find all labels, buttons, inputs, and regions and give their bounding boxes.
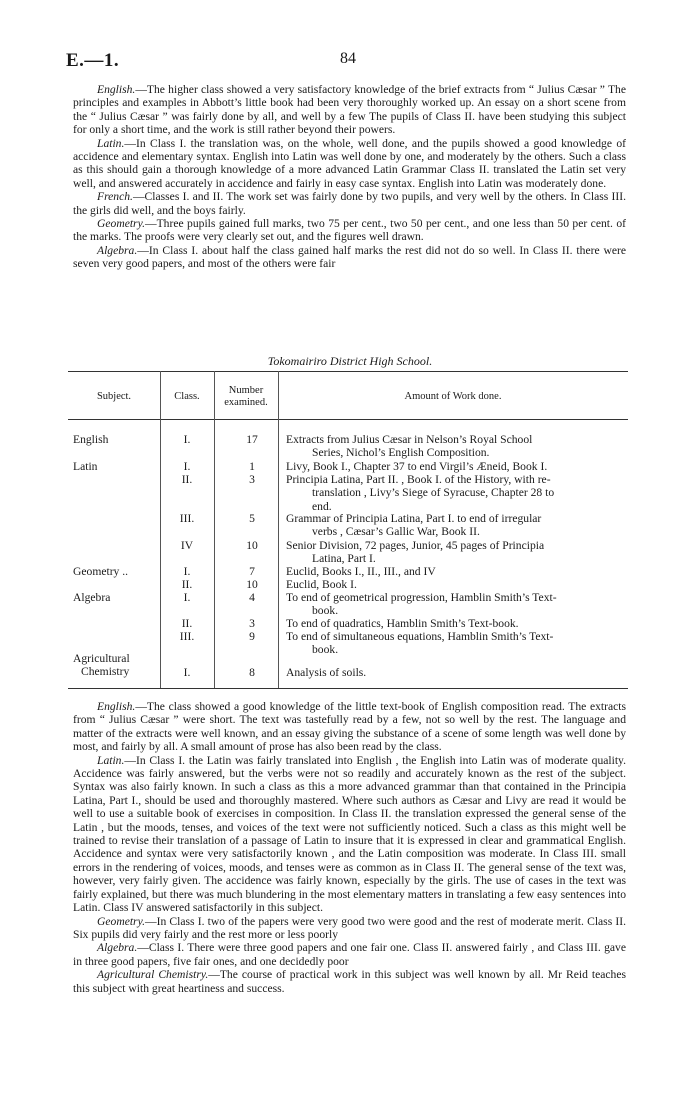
work-line: To end of geometrical progression, Hamblin Smith’s Text- (286, 591, 557, 604)
document-id: E.—1. (66, 50, 120, 71)
row-number: 8 (249, 666, 255, 679)
paragraph-label: Latin. (97, 136, 125, 150)
row-class: I. (183, 460, 191, 473)
header-subject: Subject. (96, 391, 132, 402)
row-work (286, 666, 626, 679)
paragraph-geometry (73, 915, 626, 942)
row-class: II. (181, 617, 193, 630)
work-line: Euclid, Books I., II., III., and IV (286, 565, 436, 578)
row-class: III. (179, 512, 195, 525)
header-number (214, 385, 278, 409)
paragraph-text: —The course of practical work in this subject was well known by all. Mr Reid teaches this subject with great heartiness and success. (73, 968, 626, 995)
row-work (286, 578, 626, 591)
report-section-1 (73, 83, 626, 271)
row-subject: Geometry .. (73, 565, 129, 578)
work-line: Senior Division, 72 pages, Junior, 45 pages of Principia (286, 539, 545, 552)
paragraph-label: Geometry. (97, 217, 145, 231)
work-line: Euclid, Book I. (286, 578, 357, 591)
column-divider (278, 371, 279, 688)
header-number-line2: examined. (224, 397, 268, 408)
row-number: 3 (249, 617, 255, 630)
paragraph-latin (73, 754, 626, 915)
row-number: 10 (246, 578, 258, 591)
paragraph-latin (73, 137, 626, 191)
work-line: verbs , Cæsar’s Gallic War, Book II. (312, 525, 480, 539)
paragraph-text: —In Class I. about half the class gained half marks the rest did not do so well. In Class II. there were seven very good papers, and most of the others were fair (73, 243, 626, 271)
paragraph-label: Agricultural Chemistry. (97, 968, 209, 982)
row-number: 5 (249, 512, 255, 525)
row-work (286, 473, 626, 513)
row-number: 3 (249, 473, 255, 486)
table-title: Tokomairiro District High School. (267, 354, 433, 368)
row-work (286, 512, 626, 539)
work-line: Extracts from Julius Cæsar in Nelson’s Royal School (286, 433, 533, 446)
row-work (286, 539, 626, 566)
row-class: I. (183, 591, 191, 604)
report-section-2 (73, 700, 626, 995)
paragraph-label: Algebra. (97, 941, 138, 955)
paragraph-label: English. (97, 83, 136, 96)
subject-line: Agricultural (73, 652, 130, 665)
row-number: 1 (249, 460, 255, 473)
row-number: 10 (246, 539, 258, 552)
paragraph-algebra (73, 941, 626, 968)
paragraph-label: Geometry. (97, 914, 145, 928)
paragraph-label: English. (97, 700, 136, 713)
paragraph-label: Latin. (97, 753, 125, 767)
paragraph-text: —In Class I. two of the papers were very good two were good and the rest of moderate merit. Class II. Six pupils did very fairly and the rest more or less poorly (73, 914, 626, 941)
paragraph-english (73, 83, 626, 137)
paragraph-agricultural-chemistry (73, 968, 626, 995)
column-divider (214, 371, 215, 688)
page-number: 84 (340, 50, 356, 67)
page-header (66, 50, 630, 72)
work-line: translation , Livy’s Siege of Syracuse, Chapter 28 to (312, 486, 555, 500)
row-number: 17 (246, 433, 258, 446)
row-work (286, 591, 626, 618)
row-class: I. (183, 433, 191, 446)
row-subject: Algebra (73, 591, 111, 604)
row-work (286, 460, 626, 473)
header-work: Amount of Work done. (404, 391, 502, 402)
work-line: Livy, Book I., Chapter 37 to end Virgil’s Æneid, Book I. (286, 460, 548, 473)
paragraph-label: Algebra. (97, 243, 138, 257)
work-line: To end of simultaneous equations, Hamblin Smith’s Text- (286, 630, 554, 643)
work-line: Series, Nichol’s English Composition. (312, 446, 490, 460)
paragraph-text: —The higher class showed a very satisfactory knowledge of the brief extracts from “ Julius Cæsar ” The principles and examples in Abbott’s little book had been very thoroughly worked up. An essay on a short scene from the “ Julius Cæsar ” was fairly done by all, and well by a few The pupils of Class II. have been studying this subject for only a short time, and the work is still rather beyond their powers. (73, 83, 626, 137)
header-number-line1: Number (228, 385, 264, 396)
paragraph-text: —In Class I. the translation was, on the whole, well done, and the pupils showed a good knowledge of accidence and elementary syntax. English into Latin was well done by one, and moderately by the others. Such a class as this should gain a thorough knowledge of a more advanced Latin Grammar Class II. translated the Latin set very well, and answered accurately in accidence and fairly in easy case syntax. English into Latin was moderately done. (73, 136, 626, 190)
paragraph-text: —Classes I. and II. The work set was fairly done by two pupils, and very well by the others. In Class III. the girls did well, and the boys fairly. (73, 190, 626, 217)
row-work (286, 630, 626, 657)
table-rule-bottom (68, 688, 628, 689)
work-line: Grammar of Principia Latina, Part I. to end of irregular (286, 512, 542, 525)
paragraph-label: French. (97, 190, 133, 204)
row-number: 4 (249, 591, 255, 604)
row-number: 9 (249, 630, 255, 643)
work-line: book. (312, 643, 339, 657)
row-number: 7 (249, 565, 255, 578)
row-subject: Latin (73, 460, 98, 473)
work-line: Latina, Part I. (312, 552, 376, 566)
work-line: Analysis of soils. (286, 666, 367, 679)
paragraph-english (73, 700, 626, 754)
paragraph-french (73, 190, 626, 217)
header-class: Class. (174, 391, 200, 402)
row-work (286, 617, 626, 630)
paragraph-geometry (73, 217, 626, 244)
row-class: III. (179, 630, 195, 643)
paragraph-text: —Class I. There were three good papers and one fair one. Class II. answered fairly , and Class III. gave in three good papers, five fair ones, and one decidedly poor (73, 941, 626, 968)
table-rule-header (68, 419, 628, 420)
row-class: I. (183, 666, 191, 679)
paragraph-text: —The class showed a good knowledge of the little text-book of English composition read. The extracts from “ Julius Cæsar ” were short. The text was tastefully read by a few, not so well by the rest. The language and matter of the extracts were well known, and an essay giving the substance of a scene of some length was well done by most, and fairly by all. A small amount of prose has also been read by the class. (73, 700, 626, 754)
table-rule-top (68, 371, 628, 372)
row-subject: English (73, 433, 109, 446)
row-work (286, 565, 626, 578)
paragraph-text: —In Class I. the Latin was fairly translated into English , the English into Latin was of moderate quality. Accidence was fairly answered, but the verbs were not so readily and accurately known as the rest of the subject. Syntax was also fairly known. In such a class as this a more advanced grammar than that contained in the Principia Latina, Part I., should be used and thoroughly mastered. Where such authors as Cæsar and Livy are read it would be well to use a suitable book of exercises in composition. In Class II. the translation expressed the general sense of the Latin , but the moods, tenses, and voices of the text were not sufficiently noticed. Such a class as this might well be trained to revise their translation of a passage of Latin to insure that it is expressed in clear and grammatical English. Accidence and syntax were very satisfactorily known , and the Latin composition was moderate. In Class III. small errors in the rendering of voices, moods, and tenses were as common as in Class II. The general sense of the text was, however, very fairly given. The accidence was fairly known, especially by the girls. The use of cases in the text was fairly explained, but there was much blundering in the most elementary matters in translating a few easy sentences into Latin. Class IV answered satisfactorily in this subject. (73, 753, 626, 915)
work-line: Principia Latina, Part II. , Book I. of the History, with re- (286, 473, 551, 486)
row-class: II. (181, 578, 193, 591)
work-line: To end of quadratics, Hamblin Smith’s Text-book. (286, 617, 519, 630)
work-line: book. (312, 604, 339, 618)
work-line: end. (312, 499, 332, 513)
column-divider (160, 371, 161, 688)
row-class: I. (183, 565, 191, 578)
paragraph-algebra (73, 244, 626, 271)
row-class: II. (181, 473, 193, 486)
row-work (286, 433, 626, 460)
subject-line: Chemistry (81, 665, 130, 679)
paragraph-text: —Three pupils gained full marks, two 75 per cent., two 50 per cent., and one less than 50 per cent. of the marks. The proofs were very clearly set out, and the figures well drawn. (73, 217, 626, 244)
row-subject (73, 652, 168, 679)
row-class: IV (180, 539, 194, 552)
